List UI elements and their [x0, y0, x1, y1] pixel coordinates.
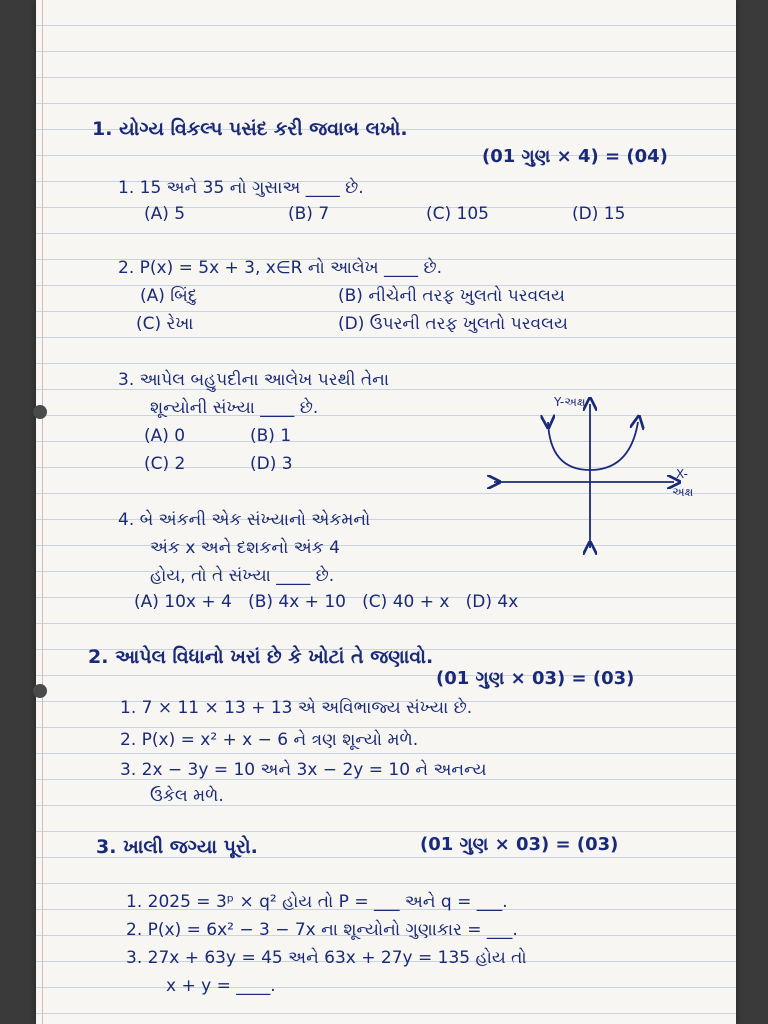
statement: 3. 2x − 3y = 10 અને 3x − 2y = 10 ને અનન્ય [120, 760, 487, 780]
statement: 2. P(x) = x² + x − 6 ને ત્રણ શૂન્યો મળે. [120, 730, 419, 750]
punch-hole [33, 684, 47, 698]
section-number: 2. [88, 646, 109, 668]
punch-hole [33, 405, 47, 419]
section-2-marks: (01 ગુણ × 03) = (03) [436, 668, 635, 689]
question-1-2: 2. P(x) = 5x + 3, x∈R નો આલેખ ____ છે. [118, 258, 443, 278]
question-1-1: 1. 15 અને 35 નો ગુસાઅ ____ છે. [118, 178, 364, 198]
option: (C) 105 [426, 204, 489, 224]
section-1-marks: (01 ગુણ × 4) = (04) [482, 146, 668, 167]
fill-item: 2. P(x) = 6x² − 3 − 7x ના શૂન્યોનો ગુણાકાર = ___. [126, 920, 518, 940]
option: (B) નીચેની તરફ ખુલતો પરવલય [338, 286, 565, 306]
fill-item: 3. 27x + 63y = 45 અને 63x + 27y = 135 હોય તો [126, 948, 527, 968]
question-1-4-continued: હોય, તો તે સંખ્યા ____ છે. [150, 566, 335, 586]
section-title: યોગ્ય વિકલ્પ પસંદ કરી જવાબ લખો. [119, 118, 408, 140]
y-axis-label: Y-અક્ષ [554, 395, 586, 409]
section-1-heading [92, 118, 408, 140]
option: (D) ઉપરની તરફ ખુલતો પરવલય [338, 314, 568, 334]
x-axis-label: X- [676, 467, 688, 481]
option: (A) 0 [144, 426, 186, 446]
section-number: 3. [96, 836, 117, 858]
question-1-3: 3. આપેલ બહુપદીના આલેખ પરથી તેના [118, 370, 389, 390]
section-2-heading [88, 646, 433, 668]
section-number: 1. [92, 118, 113, 140]
question-1-4-options: (A) 10x + 4 (B) 4x + 10 (C) 40 + x (D) 4x [134, 592, 519, 612]
section-title: ખાલી જગ્યા પૂરો. [123, 836, 258, 858]
section-title: આપેલ વિધાનો ખરાં છે કે ખોટાં તે જણાવો. [115, 646, 434, 668]
option: (B) 7 [288, 204, 330, 224]
statement-continued: ઉકેલ મળે. [150, 786, 224, 806]
option: (A) 5 [144, 204, 186, 224]
fill-item: 1. 2025 = 3ᵖ × q² હોય તો P = ___ અને q = ___. [126, 892, 508, 912]
section-3-marks: (01 ગુણ × 03) = (03) [420, 834, 619, 855]
fill-item-continued: x + y = ____. [166, 976, 276, 996]
option: (D) 3 [250, 454, 293, 474]
question-1-4: 4. બે અંકની એક સંખ્યાનો એકમનો [118, 510, 371, 530]
question-1-3-continued: શૂન્યોની સંખ્યા ____ છે. [150, 398, 319, 418]
parabola-graph [488, 395, 694, 558]
x-axis-label: અક્ષ [672, 485, 694, 499]
option: (B) 1 [250, 426, 292, 446]
question-1-4-continued: અંક x અને દશકનો અંક 4 [150, 538, 340, 558]
option: (C) 2 [144, 454, 186, 474]
option: (D) 15 [572, 204, 626, 224]
margin-line [42, 0, 43, 1024]
option: (A) બિંદુ [140, 286, 198, 306]
parabola-curve [548, 422, 638, 470]
option: (C) રેખા [136, 314, 194, 334]
section-3-heading [96, 836, 258, 858]
statement: 1. 7 × 11 × 13 + 13 એ અવિભાજ્ય સંખ્યા છે. [120, 698, 473, 718]
